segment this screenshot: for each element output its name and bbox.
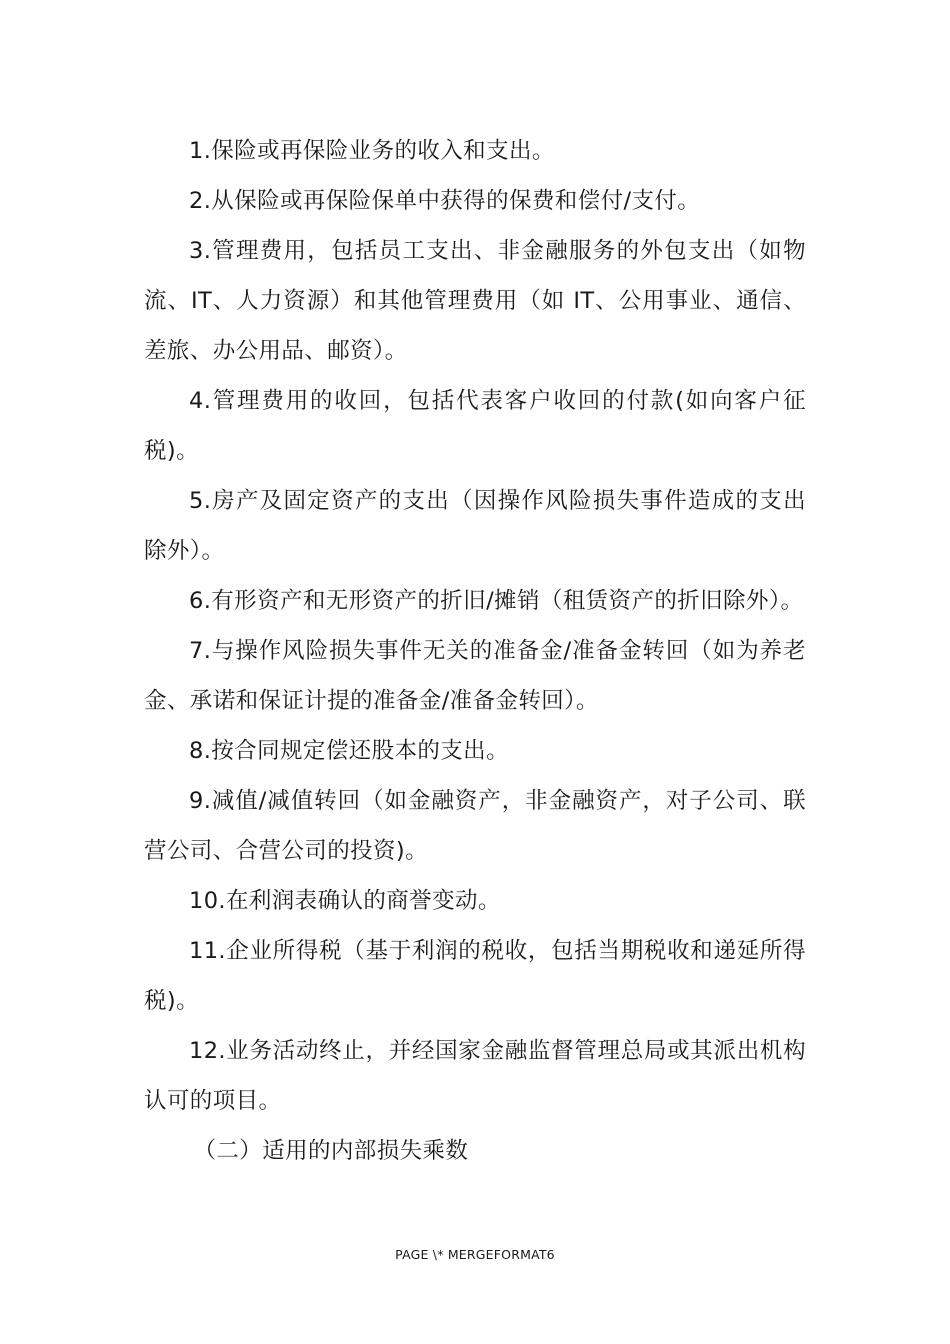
body-text <box>144 126 806 1176</box>
list-item-5: 5.房产及固定资产的支出（因操作风险损失事件造成的支出除外）。 <box>144 488 806 564</box>
list-item-1: 1.保险或再保险业务的收入和支出。 <box>189 138 555 164</box>
list-item-7: 7.与操作风险损失事件无关的准备金/准备金转回（如为养老金、承诺和保证计提的准备金/准备金转回）。 <box>144 638 806 714</box>
list-item-8: 8.按合同规定偿还股本的支出。 <box>189 738 509 764</box>
list-item-10: 10.在利润表确认的商誉变动。 <box>189 888 501 914</box>
list-item-12: 12.业务活动终止，并经国家金融监督管理总局或其派出机构认可的项目。 <box>144 1038 806 1114</box>
list-item-9: 9.减值/减值转回（如金融资产，非金融资产，对子公司、联营公司、合营公司的投资)。 <box>144 788 806 864</box>
list-item-11: 11.企业所得税（基于利润的税收，包括当期税收和递延所得税)。 <box>144 938 806 1014</box>
list-item-4: 4.管理费用的收回，包括代表客户收回的付款(如向客户征税)。 <box>144 388 806 464</box>
section-heading: （二）适用的内部损失乘数 <box>193 1138 469 1164</box>
list-item-3: 3.管理费用，包括员工支出、非金融服务的外包支出（如物流、IT、人力资源）和其他管理费用（如 IT、公用事业、通信、差旅、办公用品、邮资）。 <box>144 238 806 364</box>
page-footer: PAGE \* MERGEFORMAT6 <box>395 1247 555 1262</box>
list-item-2: 2.从保险或再保险保单中获得的保费和偿付/支付。 <box>189 188 701 214</box>
list-item-6: 6.有形资产和无形资产的折旧/摊销（租赁资产的折旧除外）。 <box>189 588 804 614</box>
